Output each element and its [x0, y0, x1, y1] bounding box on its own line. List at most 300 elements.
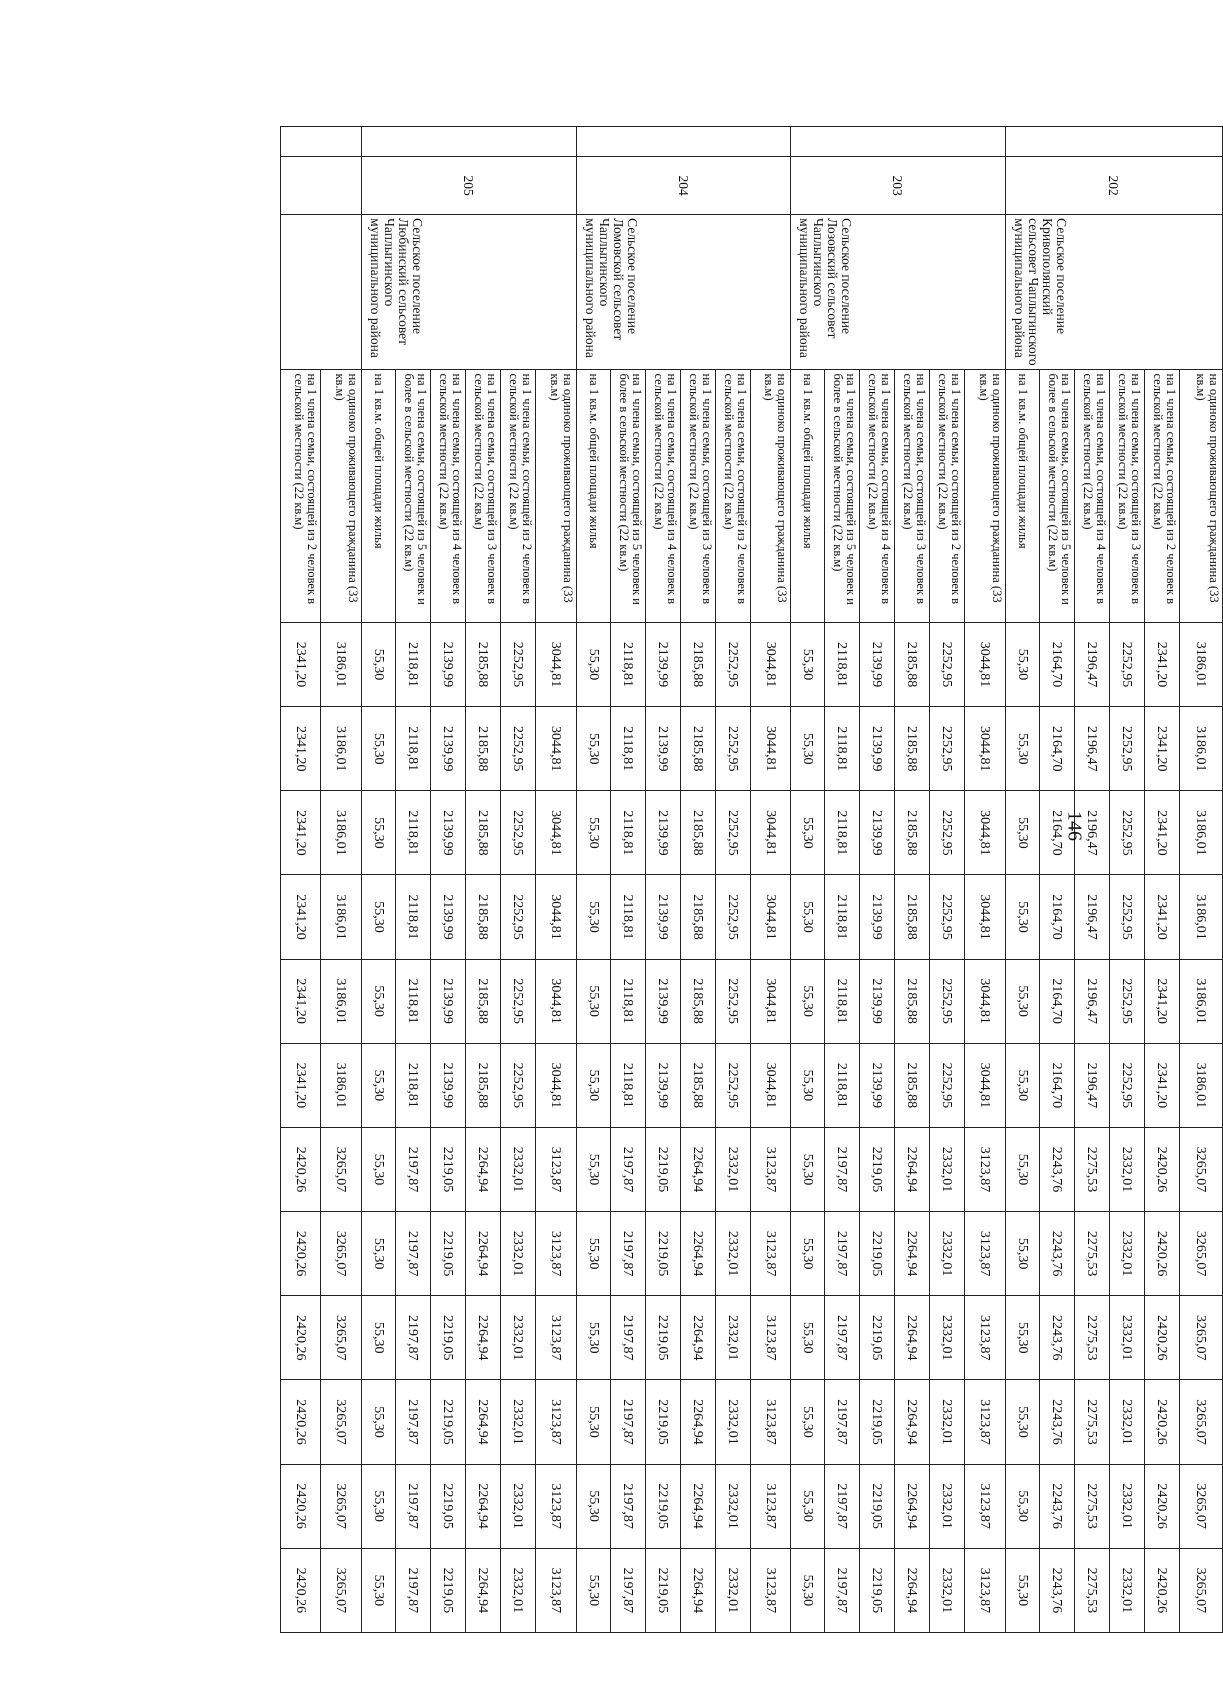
- value-cell: 3265,07: [1180, 1464, 1223, 1548]
- value-cell: 2185,88: [681, 622, 716, 706]
- value-cell: 2196,47: [1075, 875, 1110, 959]
- value-cell: 55,30: [1006, 622, 1040, 706]
- category-description: на одиноко проживающего гражданина (33 кв.м): [536, 370, 577, 623]
- blank-cell: [1006, 127, 1223, 157]
- value-cell: 3044,81: [965, 1043, 1006, 1127]
- category-description: на 1 члена семьи, состоящей из 2 человек в сельской местности (22 кв.м): [501, 370, 536, 623]
- value-cell: 2185,88: [466, 1043, 501, 1127]
- value-cell: 2197,87: [396, 1380, 431, 1464]
- value-cell: 2139,99: [431, 622, 466, 706]
- value-cell: 3044,81: [751, 875, 791, 959]
- value-cell: 2341,20: [281, 791, 321, 875]
- value-cell: 55,30: [362, 1464, 396, 1548]
- value-cell: 2118,81: [396, 959, 431, 1043]
- value-cell: 2185,88: [895, 875, 930, 959]
- value-cell: 2219,05: [431, 1127, 466, 1211]
- value-cell: 3265,07: [321, 1548, 362, 1632]
- category-description: на 1 кв.м. общей площади жилья: [1006, 370, 1040, 623]
- category-description: на 1 кв.м. общей площади жилья: [791, 370, 825, 623]
- value-cell: 55,30: [362, 1212, 396, 1296]
- value-cell: 2185,88: [466, 875, 501, 959]
- value-cell: 2197,87: [825, 1296, 860, 1380]
- table-row: [751, 127, 791, 1633]
- value-cell: 55,30: [577, 707, 611, 791]
- value-cell: 55,30: [1006, 791, 1040, 875]
- value-cell: 2420,26: [1145, 1296, 1180, 1380]
- value-cell: 2341,20: [1145, 791, 1180, 875]
- value-cell: 3265,07: [1180, 1212, 1223, 1296]
- value-cell: 2275,53: [1075, 1548, 1110, 1632]
- value-cell: 2252,95: [930, 1043, 965, 1127]
- category-description: на 1 члена семьи, состоящей из 2 человек в сельской местности (22 кв.м): [716, 370, 751, 623]
- value-cell: 3265,07: [321, 1464, 362, 1548]
- blank-cell: [281, 127, 362, 157]
- category-description: на 1 члена семьи, состоящей из 4 человек в сельской местности (22 кв.м): [646, 370, 681, 623]
- value-cell: 2332,01: [716, 1464, 751, 1548]
- value-cell: 2139,99: [646, 875, 681, 959]
- value-cell: 2118,81: [396, 791, 431, 875]
- value-cell: 2341,20: [281, 959, 321, 1043]
- value-cell: 2275,53: [1075, 1127, 1110, 1211]
- municipality-name: Сельское поселение Лозовский сельсовет Чаплыгинского муниципального района: [791, 215, 1006, 370]
- value-cell: 2420,26: [1145, 1548, 1180, 1632]
- value-cell: 55,30: [1006, 959, 1040, 1043]
- value-cell: 2185,88: [466, 622, 501, 706]
- value-cell: 2332,01: [501, 1548, 536, 1632]
- value-cell: 2139,99: [860, 707, 895, 791]
- table-body: [281, 127, 1223, 1633]
- blank-cell: [791, 127, 1006, 157]
- value-cell: 55,30: [791, 1043, 825, 1127]
- row-code: 204: [577, 157, 791, 215]
- value-cell: 55,30: [1006, 1548, 1040, 1632]
- category-description: на 1 члена семьи, состоящей из 3 человек в сельской местности (22 кв.м): [681, 370, 716, 623]
- value-cell: 55,30: [362, 622, 396, 706]
- value-cell: 3123,87: [536, 1127, 577, 1211]
- value-cell: 2264,94: [681, 1464, 716, 1548]
- value-cell: 2185,88: [895, 959, 930, 1043]
- value-cell: 2264,94: [466, 1296, 501, 1380]
- value-cell: 55,30: [1006, 1043, 1040, 1127]
- value-cell: 3265,07: [1180, 1296, 1223, 1380]
- value-cell: 3265,07: [321, 1296, 362, 1380]
- value-cell: 2185,88: [895, 707, 930, 791]
- value-cell: 55,30: [1006, 1212, 1040, 1296]
- value-cell: 2252,95: [930, 959, 965, 1043]
- value-cell: 2164,70: [1040, 1043, 1075, 1127]
- value-cell: 2332,01: [1110, 1380, 1145, 1464]
- value-cell: 2420,26: [281, 1548, 321, 1632]
- value-cell: 2252,95: [716, 875, 751, 959]
- value-cell: 2420,26: [281, 1127, 321, 1211]
- value-cell: 2332,01: [1110, 1548, 1145, 1632]
- value-cell: 2219,05: [646, 1212, 681, 1296]
- value-cell: 2219,05: [860, 1548, 895, 1632]
- value-cell: 2139,99: [431, 1043, 466, 1127]
- row-code: 202: [1006, 157, 1223, 215]
- value-cell: 3186,01: [321, 875, 362, 959]
- value-cell: 2196,47: [1075, 1043, 1110, 1127]
- value-cell: 2196,47: [1075, 959, 1110, 1043]
- value-cell: 2243,76: [1040, 1212, 1075, 1296]
- value-cell: 2185,88: [895, 622, 930, 706]
- value-cell: 2185,88: [466, 707, 501, 791]
- blank-cell: [577, 127, 791, 157]
- value-cell: 2139,99: [860, 875, 895, 959]
- category-description: на одиноко проживающего гражданина (33 кв.м): [965, 370, 1006, 623]
- value-cell: 2275,53: [1075, 1296, 1110, 1380]
- value-cell: 55,30: [577, 1548, 611, 1632]
- category-description: на 1 члена семьи, состоящей из 4 человек в сельской местности (22 кв.м): [1075, 370, 1110, 623]
- value-cell: 55,30: [577, 622, 611, 706]
- value-cell: 3123,87: [536, 1464, 577, 1548]
- table-row: [321, 127, 362, 1633]
- value-cell: 2139,99: [860, 622, 895, 706]
- value-cell: 2219,05: [646, 1127, 681, 1211]
- value-cell: 2185,88: [681, 1043, 716, 1127]
- value-cell: 2118,81: [611, 622, 646, 706]
- municipality-name: Сельское поселение Любинский сельсовет Чаплыгинского муниципального района: [362, 215, 577, 370]
- value-cell: 2341,20: [281, 1043, 321, 1127]
- category-description: на одиноко проживающего гражданина (33 кв.м): [321, 370, 362, 623]
- value-cell: 2332,01: [716, 1212, 751, 1296]
- value-cell: 2264,94: [895, 1296, 930, 1380]
- value-cell: 55,30: [1006, 707, 1040, 791]
- value-cell: 2264,94: [466, 1380, 501, 1464]
- value-cell: 3044,81: [536, 707, 577, 791]
- value-cell: 3123,87: [751, 1212, 791, 1296]
- category-description: на 1 члена семьи, состоящей из 3 человек в сельской местности (22 кв.м): [466, 370, 501, 623]
- category-description: на 1 члена семьи, состоящей из 2 человек в сельской местности (22 кв.м): [930, 370, 965, 623]
- value-cell: 55,30: [791, 622, 825, 706]
- value-cell: 55,30: [791, 791, 825, 875]
- value-cell: 2219,05: [860, 1464, 895, 1548]
- value-cell: 2243,76: [1040, 1127, 1075, 1211]
- value-cell: 2219,05: [646, 1296, 681, 1380]
- value-cell: 55,30: [791, 707, 825, 791]
- value-cell: 2219,05: [860, 1380, 895, 1464]
- value-cell: 2164,70: [1040, 707, 1075, 791]
- value-cell: 2139,99: [431, 959, 466, 1043]
- value-cell: 2164,70: [1040, 622, 1075, 706]
- value-cell: 2252,95: [930, 791, 965, 875]
- value-cell: 3044,81: [751, 1043, 791, 1127]
- value-cell: 55,30: [791, 1127, 825, 1211]
- value-cell: 3123,87: [536, 1380, 577, 1464]
- value-cell: 2164,70: [1040, 791, 1075, 875]
- category-description: на 1 члена семьи, состоящей из 3 человек в сельской местности (22 кв.м): [895, 370, 930, 623]
- value-cell: 2118,81: [825, 875, 860, 959]
- value-cell: 2196,47: [1075, 622, 1110, 706]
- category-description: на 1 члена семьи, состоящей из 3 человек в сельской местности (22 кв.м): [1110, 370, 1145, 623]
- value-cell: 2420,26: [281, 1296, 321, 1380]
- value-cell: 55,30: [1006, 1296, 1040, 1380]
- value-cell: 3123,87: [751, 1127, 791, 1211]
- value-cell: 2252,95: [1110, 875, 1145, 959]
- value-cell: 55,30: [577, 959, 611, 1043]
- value-cell: 2118,81: [825, 707, 860, 791]
- value-cell: 2252,95: [716, 791, 751, 875]
- value-cell: 2219,05: [431, 1548, 466, 1632]
- value-cell: 2264,94: [895, 1464, 930, 1548]
- value-cell: 2196,47: [1075, 707, 1110, 791]
- value-cell: 2118,81: [611, 707, 646, 791]
- value-cell: 3123,87: [965, 1464, 1006, 1548]
- value-cell: 2139,99: [646, 791, 681, 875]
- value-cell: 55,30: [791, 1464, 825, 1548]
- value-cell: 2332,01: [501, 1212, 536, 1296]
- value-cell: 2332,01: [501, 1380, 536, 1464]
- value-cell: 2139,99: [860, 959, 895, 1043]
- value-cell: 3044,81: [965, 959, 1006, 1043]
- value-cell: 2139,99: [431, 707, 466, 791]
- blank-cell: [362, 127, 577, 157]
- value-cell: 2264,94: [466, 1212, 501, 1296]
- value-cell: 2243,76: [1040, 1464, 1075, 1548]
- value-cell: 2197,87: [396, 1296, 431, 1380]
- value-cell: 2264,94: [466, 1127, 501, 1211]
- category-description: на 1 кв.м. общей площади жилья: [577, 370, 611, 623]
- value-cell: 2332,01: [930, 1296, 965, 1380]
- value-cell: 3186,01: [321, 1043, 362, 1127]
- value-cell: 2139,99: [646, 959, 681, 1043]
- value-cell: 2118,81: [611, 875, 646, 959]
- value-cell: 55,30: [577, 1127, 611, 1211]
- value-cell: 55,30: [577, 875, 611, 959]
- value-cell: 55,30: [577, 1296, 611, 1380]
- value-cell: 2275,53: [1075, 1464, 1110, 1548]
- category-description: на 1 члена семьи, состоящей из 5 человек и более в сельской местности (22 кв.м): [611, 370, 646, 623]
- value-cell: 55,30: [362, 791, 396, 875]
- value-cell: 55,30: [791, 959, 825, 1043]
- municipality-name: Сельское поселение Кривополянский сельсовет Чаплыгинского муниципального района: [1006, 215, 1223, 370]
- value-cell: 2139,99: [646, 1043, 681, 1127]
- table-row: [536, 127, 577, 1633]
- value-cell: 3265,07: [1180, 1380, 1223, 1464]
- value-cell: 3044,81: [536, 791, 577, 875]
- value-cell: 2252,95: [716, 959, 751, 1043]
- value-cell: 2252,95: [501, 622, 536, 706]
- value-cell: 3044,81: [536, 959, 577, 1043]
- value-cell: 55,30: [791, 1296, 825, 1380]
- value-cell: 3123,87: [965, 1296, 1006, 1380]
- value-cell: 55,30: [577, 1043, 611, 1127]
- value-cell: 3265,07: [321, 1212, 362, 1296]
- value-cell: 2264,94: [466, 1464, 501, 1548]
- value-cell: 3044,81: [751, 622, 791, 706]
- value-cell: 55,30: [362, 1127, 396, 1211]
- value-cell: 2275,53: [1075, 1380, 1110, 1464]
- value-cell: 2332,01: [716, 1296, 751, 1380]
- value-cell: 2197,87: [611, 1380, 646, 1464]
- value-cell: 2252,95: [1110, 959, 1145, 1043]
- value-cell: 2197,87: [611, 1212, 646, 1296]
- value-cell: 2197,87: [825, 1548, 860, 1632]
- value-cell: 2243,76: [1040, 1380, 1075, 1464]
- value-cell: 2341,20: [281, 875, 321, 959]
- category-description: на 1 члена семьи, состоящей из 5 человек и более в сельской местности (22 кв.м): [396, 370, 431, 623]
- value-cell: 2332,01: [501, 1127, 536, 1211]
- value-cell: 2118,81: [825, 1043, 860, 1127]
- page-number: 146: [1063, 811, 1086, 841]
- value-cell: 2252,95: [1110, 1043, 1145, 1127]
- value-cell: 2264,94: [681, 1380, 716, 1464]
- value-cell: 2252,95: [716, 707, 751, 791]
- value-cell: 3123,87: [751, 1464, 791, 1548]
- municipality-name: Сельское поселение Ломовской сельсовет Чаплыгинского муниципального района: [577, 215, 791, 370]
- value-cell: 2197,87: [825, 1212, 860, 1296]
- value-cell: 2197,87: [396, 1212, 431, 1296]
- value-cell: 2252,95: [501, 959, 536, 1043]
- value-cell: 2341,20: [1145, 959, 1180, 1043]
- value-cell: 55,30: [791, 1380, 825, 1464]
- value-cell: 2264,94: [895, 1380, 930, 1464]
- value-cell: 2264,94: [681, 1212, 716, 1296]
- value-cell: 2118,81: [825, 959, 860, 1043]
- value-cell: 2118,81: [396, 1043, 431, 1127]
- value-cell: 2219,05: [431, 1296, 466, 1380]
- value-cell: 2118,81: [396, 707, 431, 791]
- value-cell: 2332,01: [716, 1127, 751, 1211]
- table-row: [965, 127, 1006, 1633]
- value-cell: 2164,70: [1040, 959, 1075, 1043]
- value-cell: 2332,01: [501, 1296, 536, 1380]
- value-cell: 2264,94: [895, 1127, 930, 1211]
- value-cell: 2118,81: [825, 791, 860, 875]
- value-cell: 2332,01: [930, 1548, 965, 1632]
- value-cell: 3044,81: [965, 622, 1006, 706]
- value-cell: 2420,26: [281, 1380, 321, 1464]
- value-cell: 3123,87: [751, 1380, 791, 1464]
- value-cell: 2252,95: [1110, 707, 1145, 791]
- value-cell: 2332,01: [716, 1380, 751, 1464]
- value-cell: 2118,81: [611, 959, 646, 1043]
- value-cell: 3265,07: [321, 1127, 362, 1211]
- value-cell: 3044,81: [536, 875, 577, 959]
- value-cell: 2264,94: [681, 1548, 716, 1632]
- value-cell: 2219,05: [860, 1212, 895, 1296]
- value-cell: 3044,81: [965, 875, 1006, 959]
- value-cell: 2164,70: [1040, 875, 1075, 959]
- value-cell: 55,30: [1006, 1464, 1040, 1548]
- value-cell: 2252,95: [501, 1043, 536, 1127]
- category-description: на 1 члена семьи, состоящей из 2 человек в сельской местности (22 кв.м): [1145, 370, 1180, 623]
- rotated-table-wrapper: [228, 126, 1223, 1633]
- value-cell: 3265,07: [321, 1380, 362, 1464]
- value-cell: 2219,05: [646, 1380, 681, 1464]
- value-cell: 2332,01: [1110, 1127, 1145, 1211]
- value-cell: 55,30: [1006, 1127, 1040, 1211]
- value-cell: 2332,01: [1110, 1464, 1145, 1548]
- value-cell: 2252,95: [501, 707, 536, 791]
- value-cell: 2252,95: [1110, 791, 1145, 875]
- value-cell: 3044,81: [751, 707, 791, 791]
- value-cell: 2219,05: [860, 1296, 895, 1380]
- value-cell: 55,30: [362, 1296, 396, 1380]
- value-cell: 2252,95: [930, 875, 965, 959]
- value-cell: 55,30: [791, 1212, 825, 1296]
- municipality-name: [281, 215, 362, 370]
- value-cell: 2139,99: [431, 791, 466, 875]
- value-cell: 3186,01: [1180, 707, 1223, 791]
- value-cell: 3123,87: [965, 1212, 1006, 1296]
- value-cell: 2185,88: [466, 791, 501, 875]
- value-cell: 2118,81: [611, 791, 646, 875]
- value-cell: 3186,01: [321, 622, 362, 706]
- value-cell: 55,30: [577, 1380, 611, 1464]
- category-description: на 1 члена семьи, состоящей из 4 человек в сельской местности (22 кв.м): [431, 370, 466, 623]
- value-cell: 2197,87: [825, 1380, 860, 1464]
- value-cell: 3044,81: [536, 1043, 577, 1127]
- value-cell: 55,30: [1006, 1380, 1040, 1464]
- value-cell: 2264,94: [895, 1212, 930, 1296]
- value-cell: 2185,88: [895, 1043, 930, 1127]
- value-cell: 3186,01: [1180, 875, 1223, 959]
- category-description: на 1 члена семьи, состоящей из 2 человек в сельской местности (22 кв.м): [281, 370, 321, 623]
- value-cell: 3044,81: [965, 791, 1006, 875]
- value-cell: 2332,01: [1110, 1296, 1145, 1380]
- value-cell: 2332,01: [501, 1464, 536, 1548]
- value-cell: 2118,81: [396, 875, 431, 959]
- value-cell: 2219,05: [646, 1464, 681, 1548]
- value-cell: 2243,76: [1040, 1296, 1075, 1380]
- value-cell: 2139,99: [860, 1043, 895, 1127]
- value-cell: 2420,26: [1145, 1127, 1180, 1211]
- value-cell: 3123,87: [751, 1296, 791, 1380]
- value-cell: 3044,81: [536, 622, 577, 706]
- value-cell: 2420,26: [1145, 1380, 1180, 1464]
- value-cell: 2139,99: [860, 791, 895, 875]
- value-cell: 2264,94: [466, 1548, 501, 1632]
- value-cell: 2185,88: [681, 959, 716, 1043]
- value-cell: 2197,87: [396, 1127, 431, 1211]
- value-cell: 2197,87: [611, 1548, 646, 1632]
- value-cell: 55,30: [577, 791, 611, 875]
- value-cell: 2252,95: [501, 875, 536, 959]
- value-cell: 2332,01: [930, 1380, 965, 1464]
- value-cell: 2219,05: [860, 1127, 895, 1211]
- value-cell: 55,30: [1006, 875, 1040, 959]
- value-cell: 3044,81: [751, 959, 791, 1043]
- value-cell: 2264,94: [895, 1548, 930, 1632]
- value-cell: 3123,87: [965, 1127, 1006, 1211]
- value-cell: 2252,95: [930, 707, 965, 791]
- value-cell: 2341,20: [281, 622, 321, 706]
- value-cell: 3186,01: [321, 791, 362, 875]
- row-code: [281, 157, 362, 215]
- value-cell: 2341,20: [1145, 622, 1180, 706]
- value-cell: 2341,20: [1145, 875, 1180, 959]
- value-cell: 2264,94: [681, 1127, 716, 1211]
- value-cell: 2420,26: [281, 1464, 321, 1548]
- row-code: 203: [791, 157, 1006, 215]
- row-code: 205: [362, 157, 577, 215]
- value-cell: 2118,81: [825, 622, 860, 706]
- category-description: на одиноко проживающего гражданина (33 кв.м): [1180, 370, 1223, 623]
- value-cell: 3123,87: [965, 1548, 1006, 1632]
- value-cell: 2197,87: [825, 1127, 860, 1211]
- value-cell: 55,30: [362, 1380, 396, 1464]
- value-cell: 2219,05: [431, 1212, 466, 1296]
- value-cell: 2341,20: [1145, 707, 1180, 791]
- value-cell: 3123,87: [965, 1380, 1006, 1464]
- housing-cost-table: [280, 126, 1223, 1633]
- value-cell: 55,30: [577, 1212, 611, 1296]
- value-cell: 2139,99: [646, 622, 681, 706]
- value-cell: 3186,01: [1180, 959, 1223, 1043]
- value-cell: 2219,05: [646, 1548, 681, 1632]
- value-cell: 2332,01: [1110, 1212, 1145, 1296]
